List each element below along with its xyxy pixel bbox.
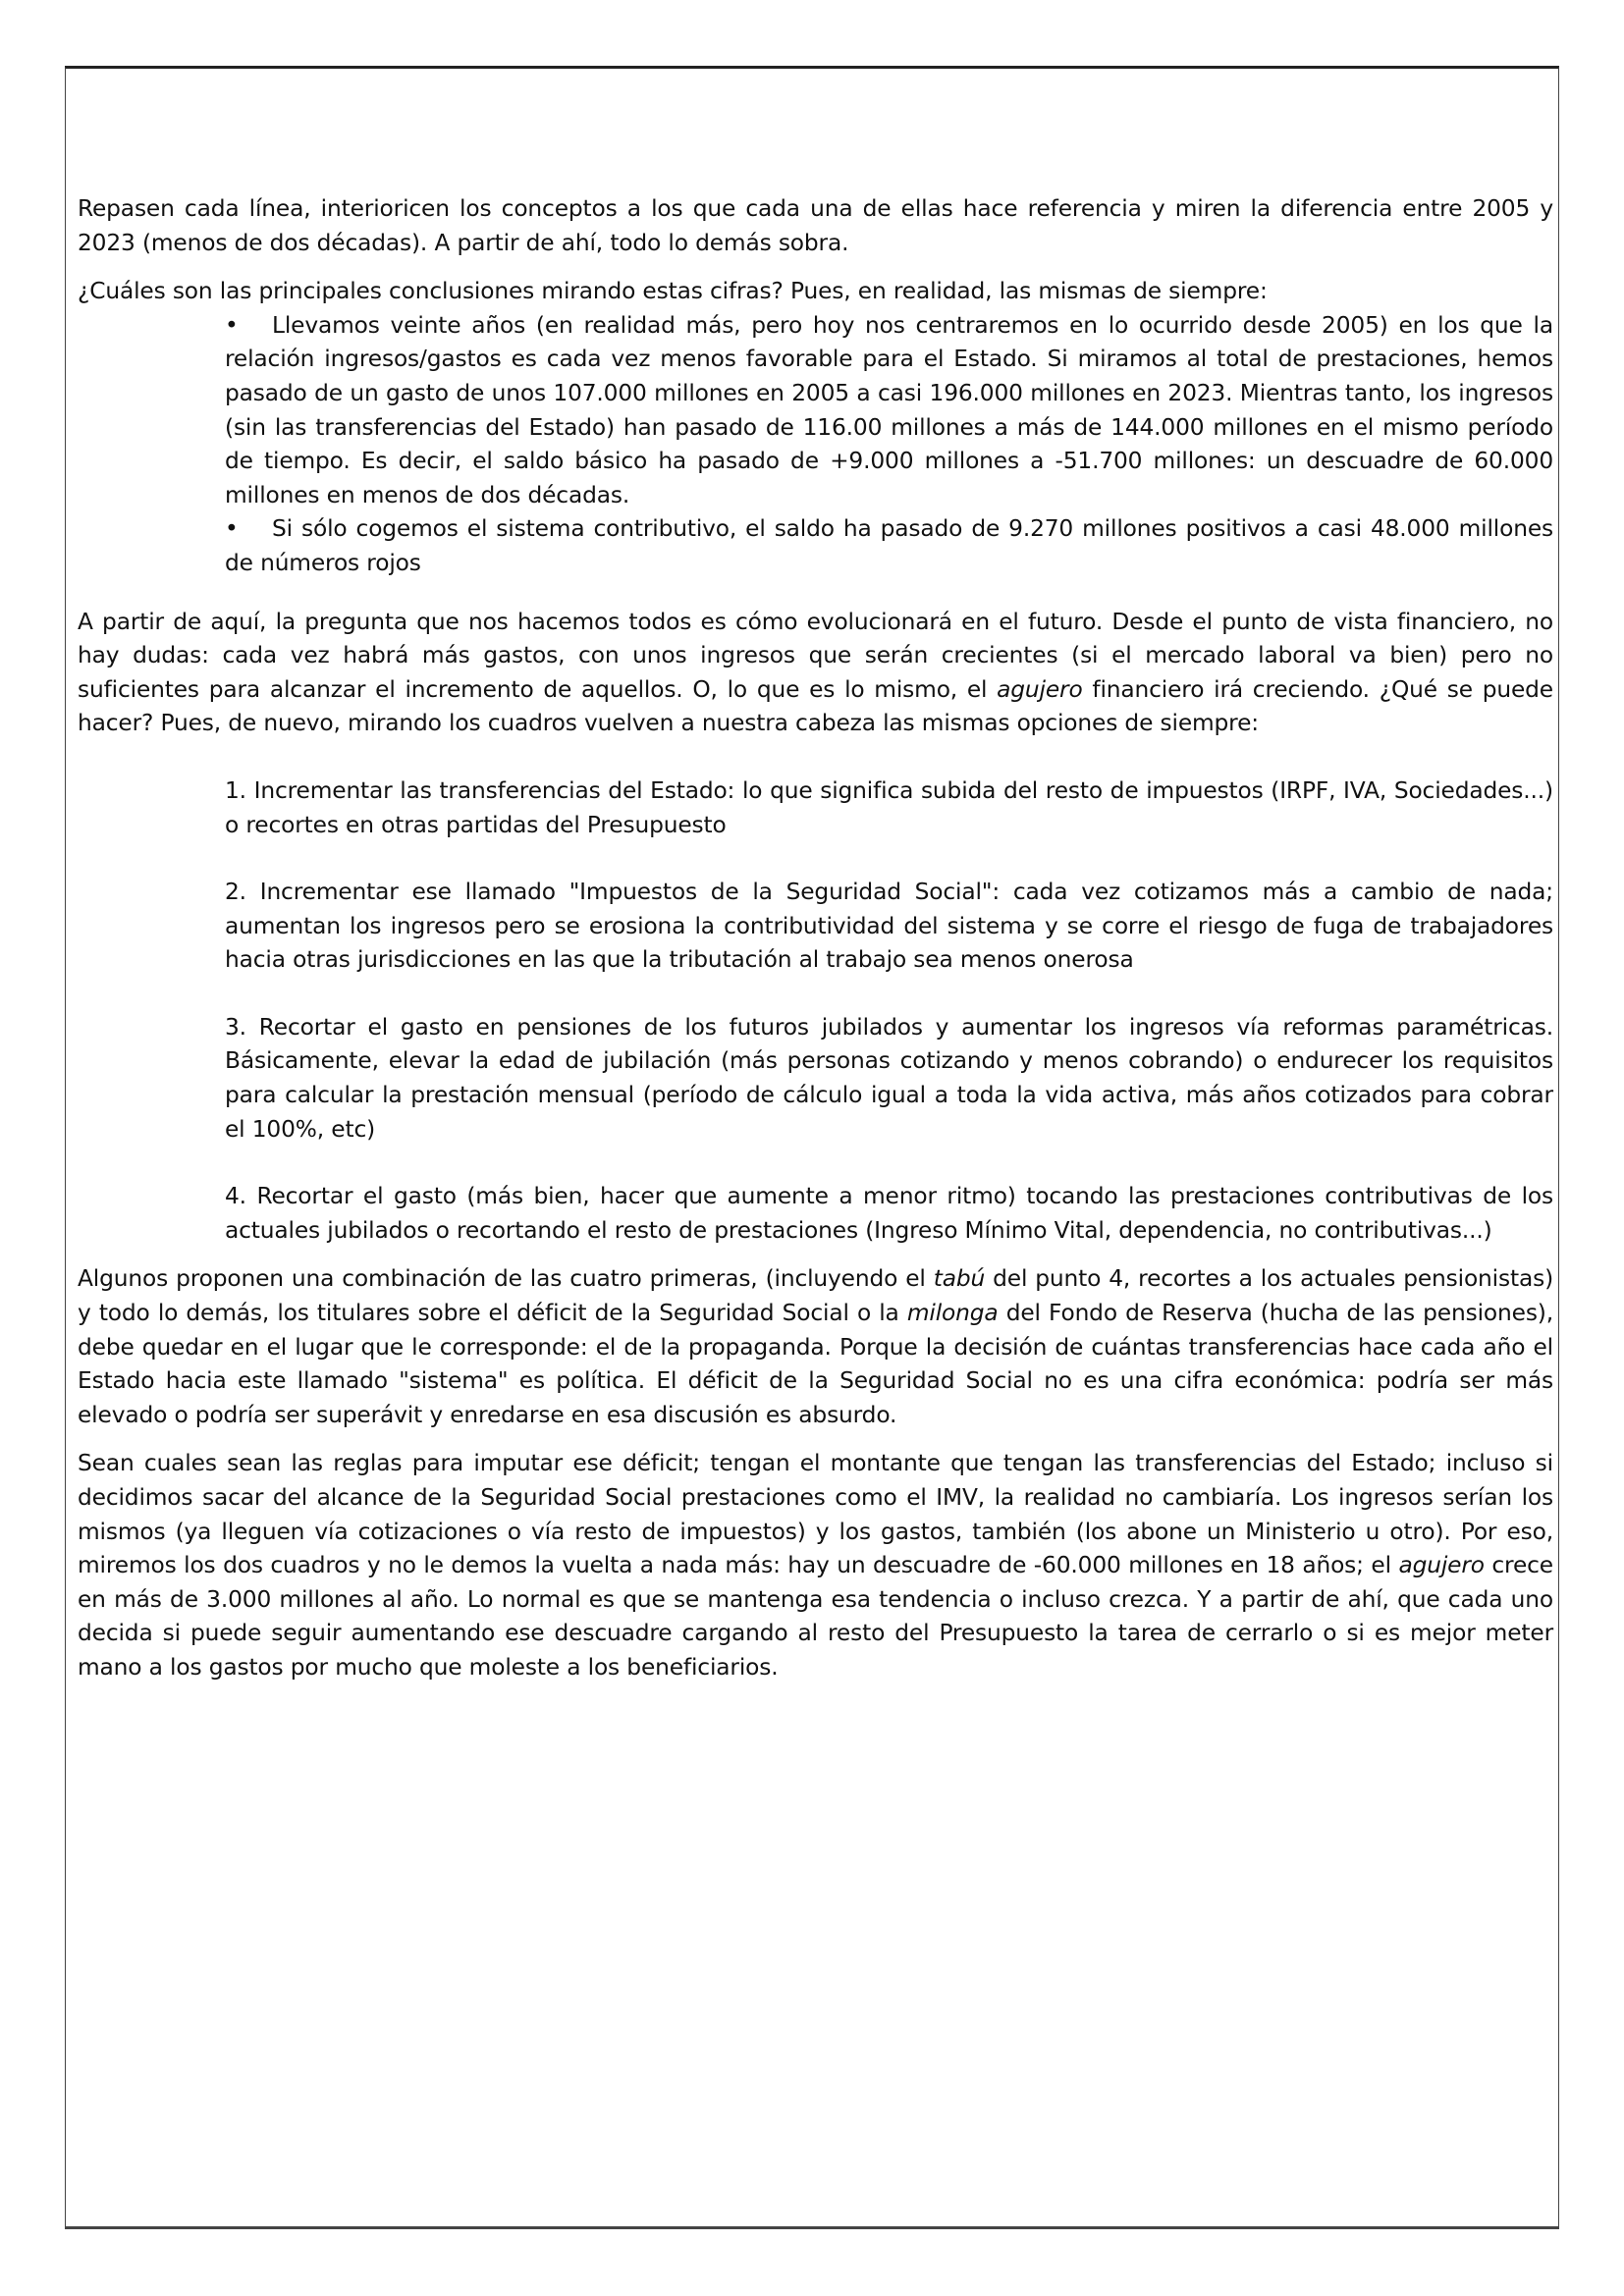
emphasis-milonga: milonga bbox=[906, 1300, 999, 1327]
bullet-text: Llevamos veinte años (en realidad más, pero hoy nos centraremos en lo ocurrido desde 2005) en los que la relación ingresos/gastos es cada vez menos favorable para el Estado. Si miramos al total de prestaciones, hemos pasado de un gasto de unos 107.000 millones en 2005 a casi 196.000 millones en 2023. Mientras tanto, los ingresos (sin las transferencias del Estado) han pasado de 116.00 millones a más de 144.000 millones en el mismo período de tiempo. Es decir, el saldo básico ha pasado de +9.000 millones a -51.700 millones: un descuadre de 60.000 millones en menos de dos décadas. bbox=[225, 311, 1553, 508]
paragraph-intro: Repasen cada línea, interioricen los conceptos a los que cada una de ellas hace referencia y miren la diferencia entre 2005 y 2023 (menos de dos décadas). A partir de ahí, todo lo demás sobra. bbox=[78, 195, 1553, 256]
option-item-4: 4. Recortar el gasto (más bien, hacer que aumente a menor ritmo) tocando las prestaciones contributivas de los actuales jubilados o recortando el resto de prestaciones (Ingreso Mínimo Vital, dependencia, no contributivas...) bbox=[225, 1183, 1553, 1244]
bullet-text: Si sólo cogemos el sistema contributivo, el saldo ha pasado de 9.270 millones positivos a casi 48.000 millones de números rojos bbox=[225, 515, 1553, 576]
bullet-icon: • bbox=[225, 515, 239, 543]
emphasis-tabu: tabú bbox=[933, 1265, 986, 1293]
paragraph-future: A partir de aquí, la pregunta que nos hacemos todos es cómo evolucionará en el futuro. Desde el punto de vista financiero, no hay dudas: cada vez habrá más gastos, con unos ingresos que serán crecientes (si el mercado laboral va bien) pero no suficientes para alcanzar el incremento de aquellos. O, lo que es lo mismo, el agujero financiero irá creciendo. ¿Qué se puede hacer? Pues, de nuevo, mirando los cuadros vuelven a nuestra cabeza las mismas opciones de siempre: bbox=[78, 608, 1553, 737]
emphasis-agujero: agujero bbox=[997, 675, 1083, 703]
option-item-2: 2. Incrementar ese llamado "Impuestos de la Seguridad Social": cada vez cotizamos más a cambio de nada; aumentan los ingresos pero se erosiona la contributividad del sistema y se corre el riesgo de fuga de trabajadores hacia otras jurisdicciones en las que la tributación al trabajo sea menos onerosa bbox=[225, 879, 1553, 974]
paragraph-conclusions-lead: ¿Cuáles son las principales conclusiones mirando estas cifras? Pues, en realidad, las mismas de siempre: bbox=[78, 278, 1268, 305]
paragraph-closing: Sean cuales sean las reglas para imputar ese déficit; tengan el montante que tengan las transferencias del Estado; incluso si decidimos sacar del alcance de la Seguridad Social prestaciones como el IMV, la realidad no cambiaría. Los ingresos serían los mismos (ya lleguen vía cotizaciones o vía resto de impuestos) y los gastos, también (los abone un Ministerio u otro). Por eso, miremos los dos cuadros y no le demos la vuelta a nada más: hay un descuadre de -60.000 millones en 18 años; el agujero crece en más de 3.000 millones al año. Lo normal es que se mantenga esa tendencia o incluso crezca. Y a partir de ahí, que cada uno decida si puede seguir aumentando ese descuadre cargando al resto del Presupuesto la tarea de cerrarlo o si es mejor meter mano a los gastos por mucho que moleste a los beneficiarios. bbox=[78, 1450, 1553, 1681]
option-item-3: 3. Recortar el gasto en pensiones de los futuros jubilados y aumentar los ingresos vía reformas paramétricas. Básicamente, elevar la edad de jubilación (más personas cotizando y menos cobrando) o endurecer los requisitos para calcular la prestación mensual (período de cálculo igual a toda la vida activa, más años cotizados para cobrar el 100%, etc) bbox=[225, 1013, 1553, 1143]
document-body bbox=[78, 192, 1553, 1685]
bullet-item bbox=[78, 309, 1553, 513]
paragraph-combination: Algunos proponen una combinación de las cuatro primeras, (incluyendo el tabú del punto 4, recortes a los actuales pensionistas) y todo lo demás, los titulares sobre el déficit de la Seguridad Social o la milonga del Fondo de Reserva (hucha de las pensiones), debe quedar en el lugar que le corresponde: el de la propaganda. Porque la decisión de cuántas transferencias hace cada año el Estado hacia este llamado "sistema" es política. El déficit de la Seguridad Social no es una cifra económica: podría ser más elevado o podría ser superávit y enredarse en esa discusión es absurdo. bbox=[78, 1265, 1554, 1428]
bullet-icon: • bbox=[225, 311, 239, 339]
option-item-1: 1. Incrementar las transferencias del Estado: lo que significa subida del resto de impuestos (IRPF, IVA, Sociedades...) o recortes en otras partidas del Presupuesto bbox=[225, 776, 1553, 838]
conclusions-bullet-list bbox=[78, 309, 1553, 581]
emphasis-agujero-2: agujero bbox=[1398, 1552, 1485, 1579]
bullet-item bbox=[78, 512, 1553, 580]
